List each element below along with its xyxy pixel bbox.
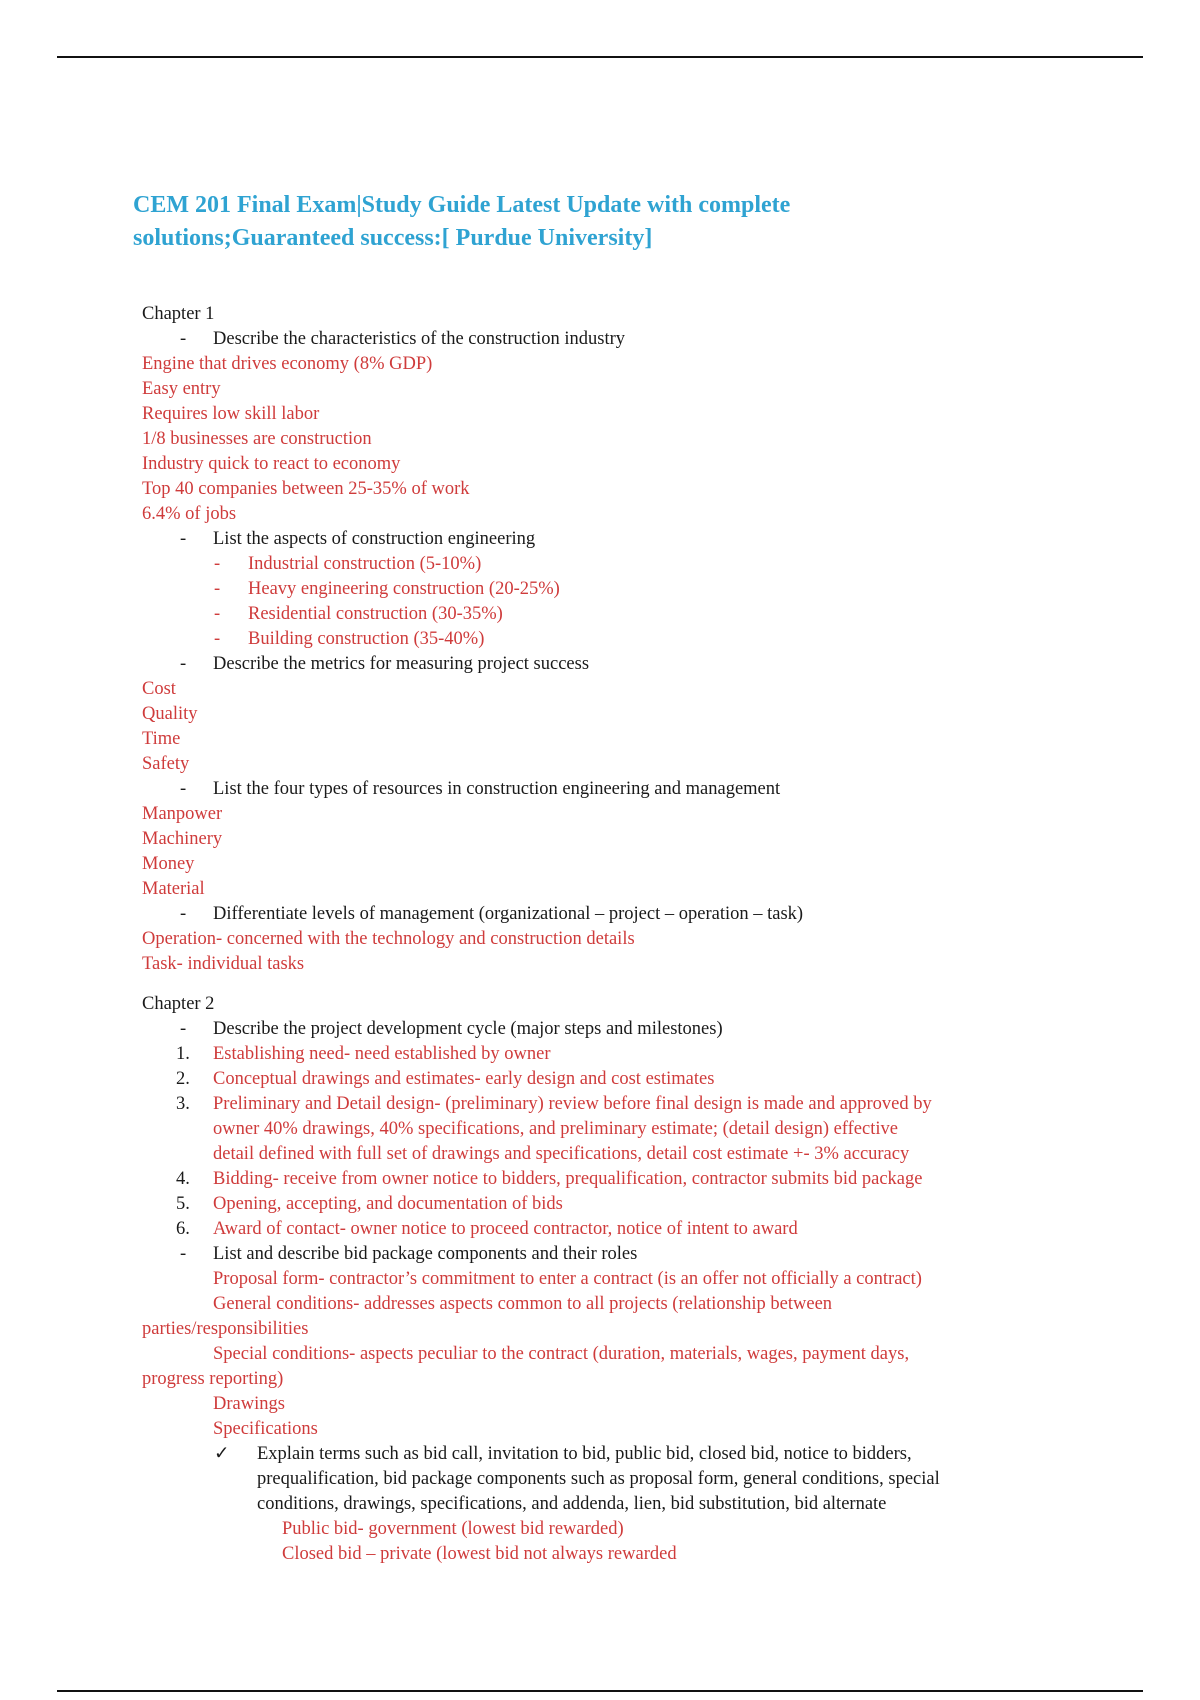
answer-text: Specifications xyxy=(213,1419,318,1439)
answer-text: Easy entry xyxy=(142,379,221,399)
answer-line xyxy=(142,427,1142,452)
answer-line xyxy=(142,752,1142,777)
check-item-text: Explain terms such as bid call, invitation to bid, public bid, closed bid, notice to bidders, xyxy=(257,1444,912,1464)
dash-bullet-icon: - xyxy=(180,654,187,674)
indented-answer xyxy=(142,1417,1142,1442)
indented-answer xyxy=(142,1342,1142,1367)
sub-bullet-text: Heavy engineering construction (20-25%) xyxy=(248,579,560,599)
numbered-item-continuation xyxy=(142,1117,1142,1142)
answer-text: 6.4% of jobs xyxy=(142,504,237,524)
answer-text: General conditions- addresses aspects common to all projects (relationship between xyxy=(213,1294,833,1314)
item-number: 5. xyxy=(176,1194,190,1214)
answer-text: Special conditions- aspects peculiar to the contract (duration, materials, wages, payment days, xyxy=(213,1344,910,1364)
answer-line xyxy=(142,852,1142,877)
dash-bullet-icon: - xyxy=(180,529,187,549)
item-text: Award of contact- owner notice to proceed contractor, notice of intent to award xyxy=(213,1219,798,1239)
deep-answer xyxy=(142,1542,1142,1567)
question-text: List the four types of resources in construction engineering and management xyxy=(213,779,781,799)
answer-line xyxy=(142,927,1142,952)
sub-bullet xyxy=(142,627,1142,652)
answer-line xyxy=(142,802,1142,827)
question-bullet xyxy=(142,777,1142,802)
question-text: List the aspects of construction engineering xyxy=(213,529,536,549)
chapter-heading xyxy=(142,992,1142,1017)
bottom-rule xyxy=(57,1690,1143,1692)
sub-bullet-text: Industrial construction (5-10%) xyxy=(248,554,482,574)
numbered-item xyxy=(142,1042,1142,1067)
item-text: Opening, accepting, and documentation of bids xyxy=(213,1194,563,1214)
question-text: Describe the characteristics of the construction industry xyxy=(213,329,625,349)
dash-bullet-icon: - xyxy=(180,779,187,799)
title-line-2: solutions;Guaranteed success:[ Purdue University] xyxy=(133,225,653,251)
study-guide-content xyxy=(142,302,1142,1567)
sub-bullet xyxy=(142,577,1142,602)
title-line-1: CEM 201 Final Exam|Study Guide Latest Update with complete xyxy=(133,192,791,218)
answer-text: Task- individual tasks xyxy=(142,954,305,974)
item-number: 4. xyxy=(176,1169,190,1189)
item-number: 1. xyxy=(176,1044,190,1064)
answer-line xyxy=(142,827,1142,852)
dash-bullet-icon: - xyxy=(180,1019,187,1039)
checkmark-item-continuation xyxy=(142,1467,1142,1492)
heading-text: Chapter 1 xyxy=(142,304,215,324)
answer-line xyxy=(142,477,1142,502)
answer-text: 1/8 businesses are construction xyxy=(142,429,372,449)
answer-text: Drawings xyxy=(213,1394,285,1414)
answer-text: Manpower xyxy=(142,804,223,824)
item-number: 6. xyxy=(176,1219,190,1239)
numbered-item xyxy=(142,1217,1142,1242)
item-text: Conceptual drawings and estimates- early design and cost estimates xyxy=(213,1069,715,1089)
numbered-item xyxy=(142,1192,1142,1217)
question-bullet xyxy=(142,527,1142,552)
checkmark-icon: ✓ xyxy=(214,1444,230,1464)
answer-text: Requires low skill labor xyxy=(142,404,320,424)
dash-bullet-icon: - xyxy=(214,629,221,649)
numbered-item-continuation xyxy=(142,1142,1142,1167)
answer-text: Money xyxy=(142,854,195,874)
answer-line xyxy=(142,502,1142,527)
item-text: detail defined with full set of drawings and specifications, detail cost estimate +- 3% accuracy xyxy=(213,1144,910,1164)
checkmark-item-continuation xyxy=(142,1492,1142,1517)
answer-text: Operation- concerned with the technology and construction details xyxy=(142,929,635,949)
answer-text: Top 40 companies between 25-35% of work xyxy=(142,479,470,499)
answer-line xyxy=(142,402,1142,427)
question-bullet xyxy=(142,1017,1142,1042)
question-bullet xyxy=(142,652,1142,677)
answer-text: Engine that drives economy (8% GDP) xyxy=(142,354,433,374)
indented-answer xyxy=(142,1267,1142,1292)
answer-line xyxy=(142,1367,1142,1392)
dash-bullet-icon: - xyxy=(214,579,221,599)
question-text: Describe the project development cycle (major steps and milestones) xyxy=(213,1019,723,1039)
question-bullet xyxy=(142,902,1142,927)
answer-text: progress reporting) xyxy=(142,1369,284,1389)
answer-text: Industry quick to react to economy xyxy=(142,454,401,474)
answer-line xyxy=(142,452,1142,477)
indented-answer xyxy=(142,1292,1142,1317)
sub-bullet-text: Building construction (35-40%) xyxy=(248,629,485,649)
answer-text: Quality xyxy=(142,704,198,724)
answer-line xyxy=(142,1317,1142,1342)
item-text: Bidding- receive from owner notice to bidders, prequalification, contractor submits bid package xyxy=(213,1169,923,1189)
answer-line xyxy=(142,727,1142,752)
numbered-item xyxy=(142,1092,1142,1117)
answer-line xyxy=(142,352,1142,377)
question-text: List and describe bid package components and their roles xyxy=(213,1244,638,1264)
item-text: Preliminary and Detail design- (preliminary) review before final design is made and approved by xyxy=(213,1094,932,1114)
item-number: 2. xyxy=(176,1069,190,1089)
answer-line xyxy=(142,377,1142,402)
answer-line xyxy=(142,702,1142,727)
check-item-text: prequalification, bid package components such as proposal form, general conditions, special xyxy=(257,1469,940,1489)
answer-text: parties/responsibilities xyxy=(142,1319,309,1339)
numbered-item xyxy=(142,1067,1142,1092)
answer-text: Cost xyxy=(142,679,176,699)
question-bullet xyxy=(142,327,1142,352)
checkmark-item xyxy=(142,1442,1142,1467)
sub-bullet-text: Residential construction (30-35%) xyxy=(248,604,503,624)
spacer xyxy=(142,977,1142,992)
answer-line xyxy=(142,952,1142,977)
answer-line xyxy=(142,677,1142,702)
indented-answer xyxy=(142,1392,1142,1417)
top-rule xyxy=(57,56,1143,58)
answer-text: Public bid- government (lowest bid rewarded) xyxy=(282,1519,624,1539)
numbered-item xyxy=(142,1167,1142,1192)
item-number: 3. xyxy=(176,1094,190,1114)
answer-text: Machinery xyxy=(142,829,223,849)
answer-text: Time xyxy=(142,729,181,749)
item-text: Establishing need- need established by owner xyxy=(213,1044,551,1064)
chapter-heading xyxy=(142,302,1142,327)
answer-text: Material xyxy=(142,879,205,899)
answer-text: Proposal form- contractor’s commitment to enter a contract (is an offer not officially a contract) xyxy=(213,1269,922,1289)
sub-bullet xyxy=(142,602,1142,627)
answer-line xyxy=(142,877,1142,902)
deep-answer xyxy=(142,1517,1142,1542)
dash-bullet-icon: - xyxy=(180,1244,187,1264)
dash-bullet-icon: - xyxy=(214,604,221,624)
check-item-text: conditions, drawings, specifications, and addenda, lien, bid substitution, bid alternate xyxy=(257,1494,887,1514)
dash-bullet-icon: - xyxy=(214,554,221,574)
answer-text: Closed bid – private (lowest bid not always rewarded xyxy=(282,1544,677,1564)
question-bullet xyxy=(142,1242,1142,1267)
heading-text: Chapter 2 xyxy=(142,994,215,1014)
item-text: owner 40% drawings, 40% specifications, and preliminary estimate; (detail design) effective xyxy=(213,1119,898,1139)
question-text: Describe the metrics for measuring project success xyxy=(213,654,590,674)
answer-text: Safety xyxy=(142,754,190,774)
dash-bullet-icon: - xyxy=(180,329,187,349)
sub-bullet xyxy=(142,552,1142,577)
dash-bullet-icon: - xyxy=(180,904,187,924)
question-text: Differentiate levels of management (organizational – project – operation – task) xyxy=(213,904,804,924)
document-title xyxy=(133,189,1033,255)
